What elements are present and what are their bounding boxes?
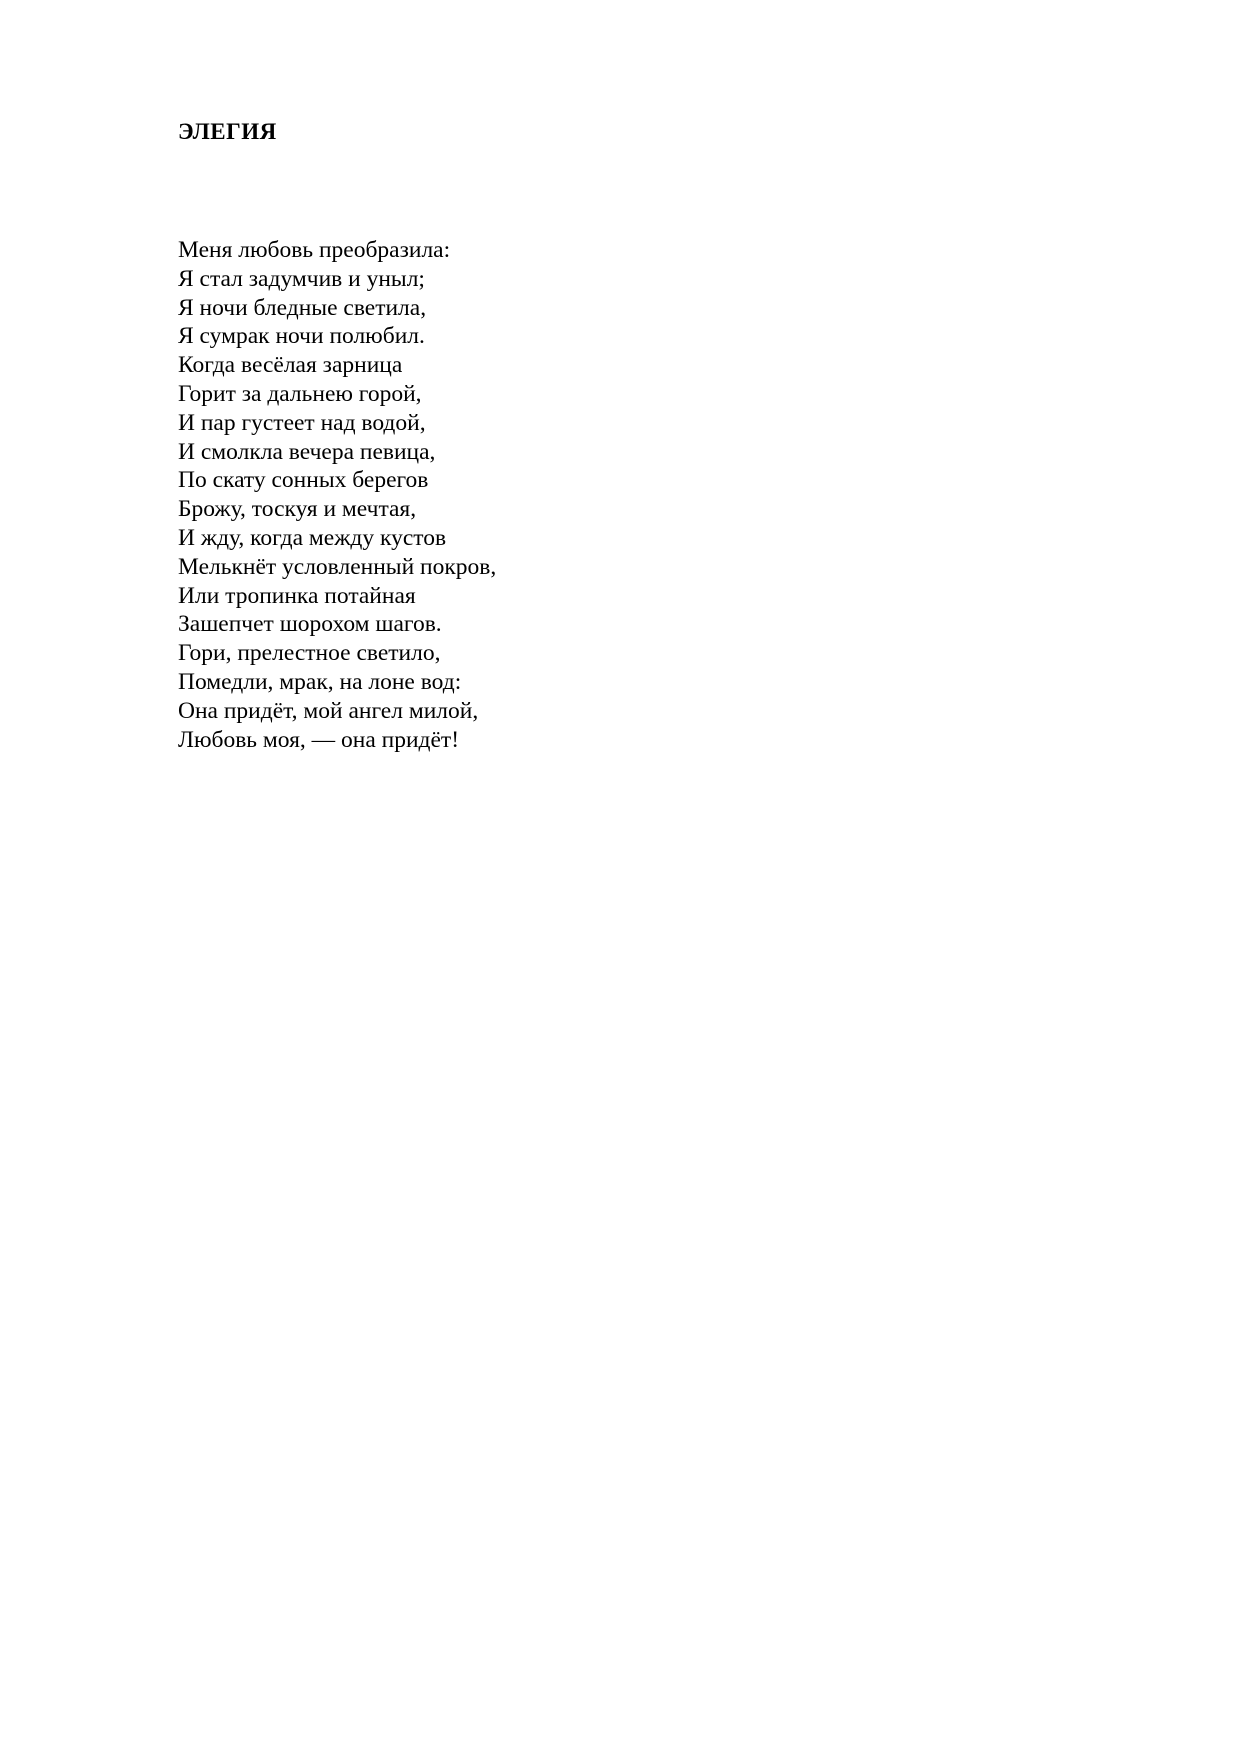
poem-line: Зашепчет шорохом шагов.	[178, 611, 442, 638]
poem-line: Я стал задумчив и уныл;	[178, 265, 425, 292]
poem-line: Гори, прелестное светило,	[178, 640, 441, 667]
poem-line: Брожу, тоскуя и мечтая,	[178, 496, 417, 523]
poem-line: Я сумрак ночи полюбил.	[178, 323, 425, 350]
poem-line: По скату сонных берегов	[178, 467, 429, 494]
poem-line: Горит за дальнею горой,	[178, 380, 422, 407]
poem-line: Любовь моя, — она придёт!	[178, 726, 460, 753]
poem-line: Меня любовь преобразила:	[178, 237, 451, 263]
poem-line: Когда весёлая зарница	[178, 352, 403, 379]
poem-body	[178, 236, 496, 754]
poem-line: Я ночи бледные светила,	[178, 294, 427, 321]
poem-line: Помедли, мрак, на лоне вод:	[178, 668, 462, 695]
poem-title: ЭЛЕГИЯ	[178, 119, 277, 144]
poem-line: Или тропинка потайная	[178, 582, 416, 609]
poem-line: Мелькнёт условленный покров,	[178, 553, 497, 580]
poem-line: И жду, когда между кустов	[178, 524, 447, 551]
poem-line: И смолкла вечера певица,	[178, 438, 436, 465]
poem-line: Она придёт, мой ангел милой,	[178, 697, 479, 724]
poem-line: И пар густеет над водой,	[178, 409, 426, 436]
